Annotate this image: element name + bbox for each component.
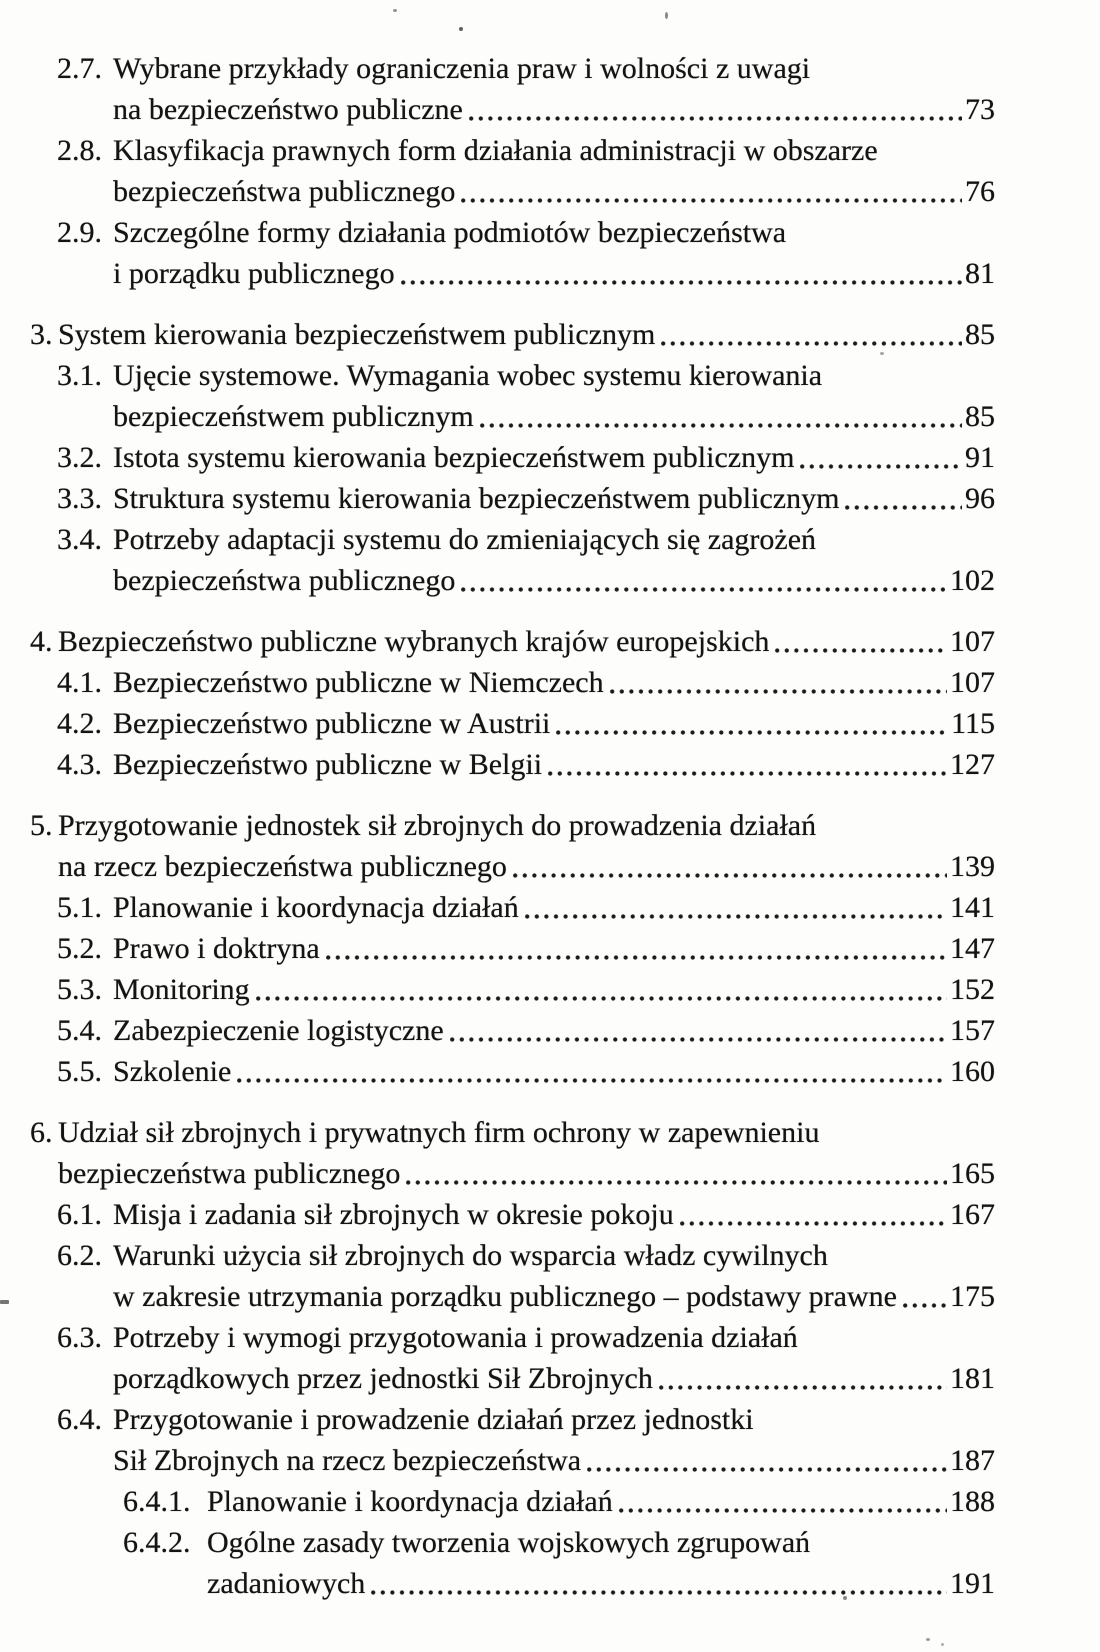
page-number: 160 <box>950 1055 995 1088</box>
toc-entry-line <box>0 48 995 89</box>
toc-entry-title: Bezpieczeństwo publiczne w Austrii <box>113 707 551 740</box>
toc-entry-number: 4.2. <box>57 707 102 740</box>
table-of-contents <box>0 48 995 1604</box>
toc-entry-title: Warunki użycia sił zbrojnych do wsparcia władz cywilnych <box>113 1239 828 1272</box>
scan-speck <box>880 352 884 355</box>
dot-leader <box>326 953 947 962</box>
dot-leader <box>775 646 947 655</box>
dot-leader <box>469 114 962 123</box>
page-number: 107 <box>950 625 995 658</box>
toc-entry-title: bezpieczeństwa publicznego <box>113 175 456 208</box>
dot-leader <box>256 994 947 1003</box>
dot-leader <box>401 278 962 287</box>
toc-entry-continuation-line <box>0 1440 995 1481</box>
toc-entry-title: Bezpieczeństwo publiczne w Belgii <box>113 748 543 781</box>
scan-speck <box>0 1300 9 1304</box>
toc-entry-title: Zabezpieczenie logistyczne <box>113 1014 444 1047</box>
toc-entry-title: bezpieczeństwem publicznym <box>113 400 474 433</box>
toc-entry-title: Planowanie i koordynacja działań <box>113 891 519 924</box>
page-number: 152 <box>950 973 995 1006</box>
toc-entry-line <box>0 1194 995 1235</box>
toc-entry-number: 3.3. <box>57 482 102 515</box>
toc-entry-number: 2.7. <box>57 52 102 85</box>
toc-entry-title: Sił Zbrojnych na rzecz bezpieczeństwa <box>113 1444 582 1477</box>
dot-leader <box>903 1301 947 1310</box>
toc-entry-number: 5.1. <box>57 891 102 924</box>
toc-entry-title: porządkowych przez jednostki Sił Zbrojnych <box>113 1362 653 1395</box>
scan-speck <box>941 1643 944 1646</box>
scan-speck <box>393 9 397 12</box>
page-number: 115 <box>951 707 995 740</box>
toc-entry-title: na rzecz bezpieczeństwa publicznego <box>58 850 507 883</box>
scan-speck <box>926 1638 930 1641</box>
toc-entry-continuation-line <box>0 1276 995 1317</box>
toc-entry-line <box>0 1481 995 1522</box>
toc-entry-title: Struktura systemu kierowania bezpieczeństwem publicznym <box>113 482 840 515</box>
dot-leader <box>525 912 947 921</box>
toc-entry-title: Ujęcie systemowe. Wymagania wobec systemu kierowania <box>113 359 823 392</box>
toc-entry-line <box>0 1399 995 1440</box>
toc-entry-number: 3.2. <box>57 441 102 474</box>
toc-entry-number: 3. <box>30 318 53 351</box>
toc-entry-number: 5.2. <box>57 932 102 965</box>
toc-entry-number: 6.4.2. <box>123 1526 191 1559</box>
page-number: 76 <box>965 175 995 208</box>
dot-leader <box>587 1465 947 1474</box>
toc-entry-line <box>0 969 995 1010</box>
page-number: 165 <box>950 1157 995 1190</box>
dot-leader <box>556 728 948 737</box>
toc-entry-number: 3.1. <box>57 359 102 392</box>
toc-entry-line <box>0 621 995 662</box>
toc-entry-number: 6. <box>30 1116 53 1149</box>
toc-entry-title: Wybrane przykłady ograniczenia praw i wolności z uwagi <box>113 52 811 85</box>
dot-leader <box>406 1178 947 1187</box>
toc-entry-title: Ogólne zasady tworzenia wojskowych zgrupowań <box>207 1526 811 1559</box>
toc-entry-number: 4.1. <box>57 666 102 699</box>
dot-leader <box>237 1076 947 1085</box>
toc-entry-number: 5.4. <box>57 1014 102 1047</box>
toc-entry-title: Monitoring <box>113 973 250 1006</box>
toc-entry-line <box>0 1522 995 1563</box>
toc-entry-continuation-line <box>0 1358 995 1399</box>
toc-entry-title: na bezpieczeństwo publiczne <box>113 93 463 126</box>
toc-entry-title: Bezpieczeństwo publiczne wybranych krajów europejskich <box>58 625 770 658</box>
dot-leader <box>450 1035 947 1044</box>
page-number: 139 <box>950 850 995 883</box>
toc-entry-number: 6.2. <box>57 1239 102 1272</box>
toc-entry-continuation-line <box>0 89 995 130</box>
dot-leader <box>619 1506 947 1515</box>
toc-entry-line <box>0 744 995 785</box>
toc-entry-line <box>0 1235 995 1276</box>
toc-entry-line <box>0 314 995 355</box>
toc-entry-line <box>0 662 995 703</box>
dot-leader <box>371 1588 947 1597</box>
toc-entry-line <box>0 1051 995 1092</box>
toc-entry-line <box>0 437 995 478</box>
toc-entry-title: bezpieczeństwa publicznego <box>113 564 456 597</box>
toc-entry-line <box>0 478 995 519</box>
page-number: 73 <box>965 93 995 126</box>
toc-entry-number: 5.3. <box>57 973 102 1006</box>
scan-speck <box>843 1596 847 1600</box>
dot-leader <box>680 1219 947 1228</box>
dot-leader <box>659 1383 947 1392</box>
toc-entry-number: 6.4. <box>57 1403 102 1436</box>
dot-leader <box>480 421 962 430</box>
page-number: 102 <box>950 564 995 597</box>
toc-entry-title: Szkolenie <box>113 1055 232 1088</box>
toc-entry-title: Prawo i doktryna <box>113 932 320 965</box>
toc-entry-line <box>0 928 995 969</box>
page-number: 187 <box>950 1444 995 1477</box>
page-number: 127 <box>950 748 995 781</box>
toc-entry-continuation-line <box>0 171 995 212</box>
toc-entry-number: 5.5. <box>57 1055 102 1088</box>
page-number: 141 <box>950 891 995 924</box>
scan-speck <box>459 27 463 31</box>
dot-leader <box>845 503 962 512</box>
toc-entry-line <box>0 519 995 560</box>
toc-entry-title: i porządku publicznego <box>113 257 395 290</box>
toc-entry-title: Misja i zadania sił zbrojnych w okresie pokoju <box>113 1198 674 1231</box>
toc-entry-title: Klasyfikacja prawnych form działania administracji w obszarze <box>113 134 878 167</box>
page-number: 107 <box>950 666 995 699</box>
toc-entry-title: Potrzeby adaptacji systemu do zmieniających się zagrożeń <box>113 523 817 556</box>
toc-entry-number: 4. <box>30 625 53 658</box>
toc-entry-number: 4.3. <box>57 748 102 781</box>
toc-entry-continuation-line <box>0 560 995 601</box>
toc-entry-number: 6.1. <box>57 1198 102 1231</box>
toc-entry-title: Szczególne formy działania podmiotów bezpieczeństwa <box>113 216 787 249</box>
page-number: 167 <box>950 1198 995 1231</box>
page-number: 181 <box>950 1362 995 1395</box>
page-number: 85 <box>965 400 995 433</box>
dot-leader <box>661 339 962 348</box>
page-number: 157 <box>950 1014 995 1047</box>
scan-speck <box>665 12 668 19</box>
toc-entry-line <box>0 130 995 171</box>
page-number: 85 <box>965 318 995 351</box>
toc-entry-title: Udział sił zbrojnych i prywatnych firm ochrony w zapewnieniu <box>58 1116 820 1149</box>
toc-entry-title: Istota systemu kierowania bezpieczeństwem publicznym <box>113 441 795 474</box>
toc-entry-title: System kierowania bezpieczeństwem publicznym <box>58 318 656 351</box>
toc-entry-number: 5. <box>30 809 53 842</box>
toc-entry-title: Potrzeby i wymogi przygotowania i prowadzenia działań <box>113 1321 798 1354</box>
toc-entry-line <box>0 212 995 253</box>
toc-entry-line <box>0 805 995 846</box>
toc-entry-line <box>0 1112 995 1153</box>
page-number: 147 <box>950 932 995 965</box>
dot-leader <box>548 769 947 778</box>
toc-entry-title: w zakresie utrzymania porządku publicznego – podstawy prawne <box>113 1280 897 1313</box>
dot-leader <box>513 871 947 880</box>
toc-entry-title: Planowanie i koordynacja działań <box>207 1485 613 1518</box>
toc-entry-continuation-line <box>0 396 995 437</box>
toc-entry-line <box>0 1010 995 1051</box>
toc-entry-continuation-line <box>0 1153 995 1194</box>
dot-leader <box>461 196 962 205</box>
toc-entry-continuation-line <box>0 253 995 294</box>
toc-entry-line <box>0 1317 995 1358</box>
page-number: 175 <box>950 1280 995 1313</box>
toc-entry-number: 6.3. <box>57 1321 102 1354</box>
toc-entry-title: zadaniowych <box>207 1567 366 1600</box>
toc-entry-number: 2.9. <box>57 216 102 249</box>
page-number: 91 <box>965 441 995 474</box>
page-number: 191 <box>950 1567 995 1600</box>
toc-entry-continuation-line <box>0 846 995 887</box>
page-number: 81 <box>965 257 995 290</box>
toc-entry-number: 3.4. <box>57 523 102 556</box>
toc-entry-title: Bezpieczeństwo publiczne w Niemczech <box>113 666 604 699</box>
dot-leader <box>800 462 962 471</box>
toc-entry-title: bezpieczeństwa publicznego <box>58 1157 401 1190</box>
dot-leader <box>610 687 947 696</box>
toc-entry-line <box>0 703 995 744</box>
toc-entry-title: Przygotowanie i prowadzenie działań przez jednostki <box>113 1403 754 1436</box>
toc-entry-line <box>0 887 995 928</box>
toc-entry-line <box>0 355 995 396</box>
dot-leader <box>461 585 947 594</box>
page-number: 188 <box>950 1485 995 1518</box>
toc-entry-number: 6.4.1. <box>123 1485 191 1518</box>
toc-entry-title: Przygotowanie jednostek sił zbrojnych do prowadzenia działań <box>58 809 817 842</box>
toc-entry-number: 2.8. <box>57 134 102 167</box>
page-number: 96 <box>965 482 995 515</box>
